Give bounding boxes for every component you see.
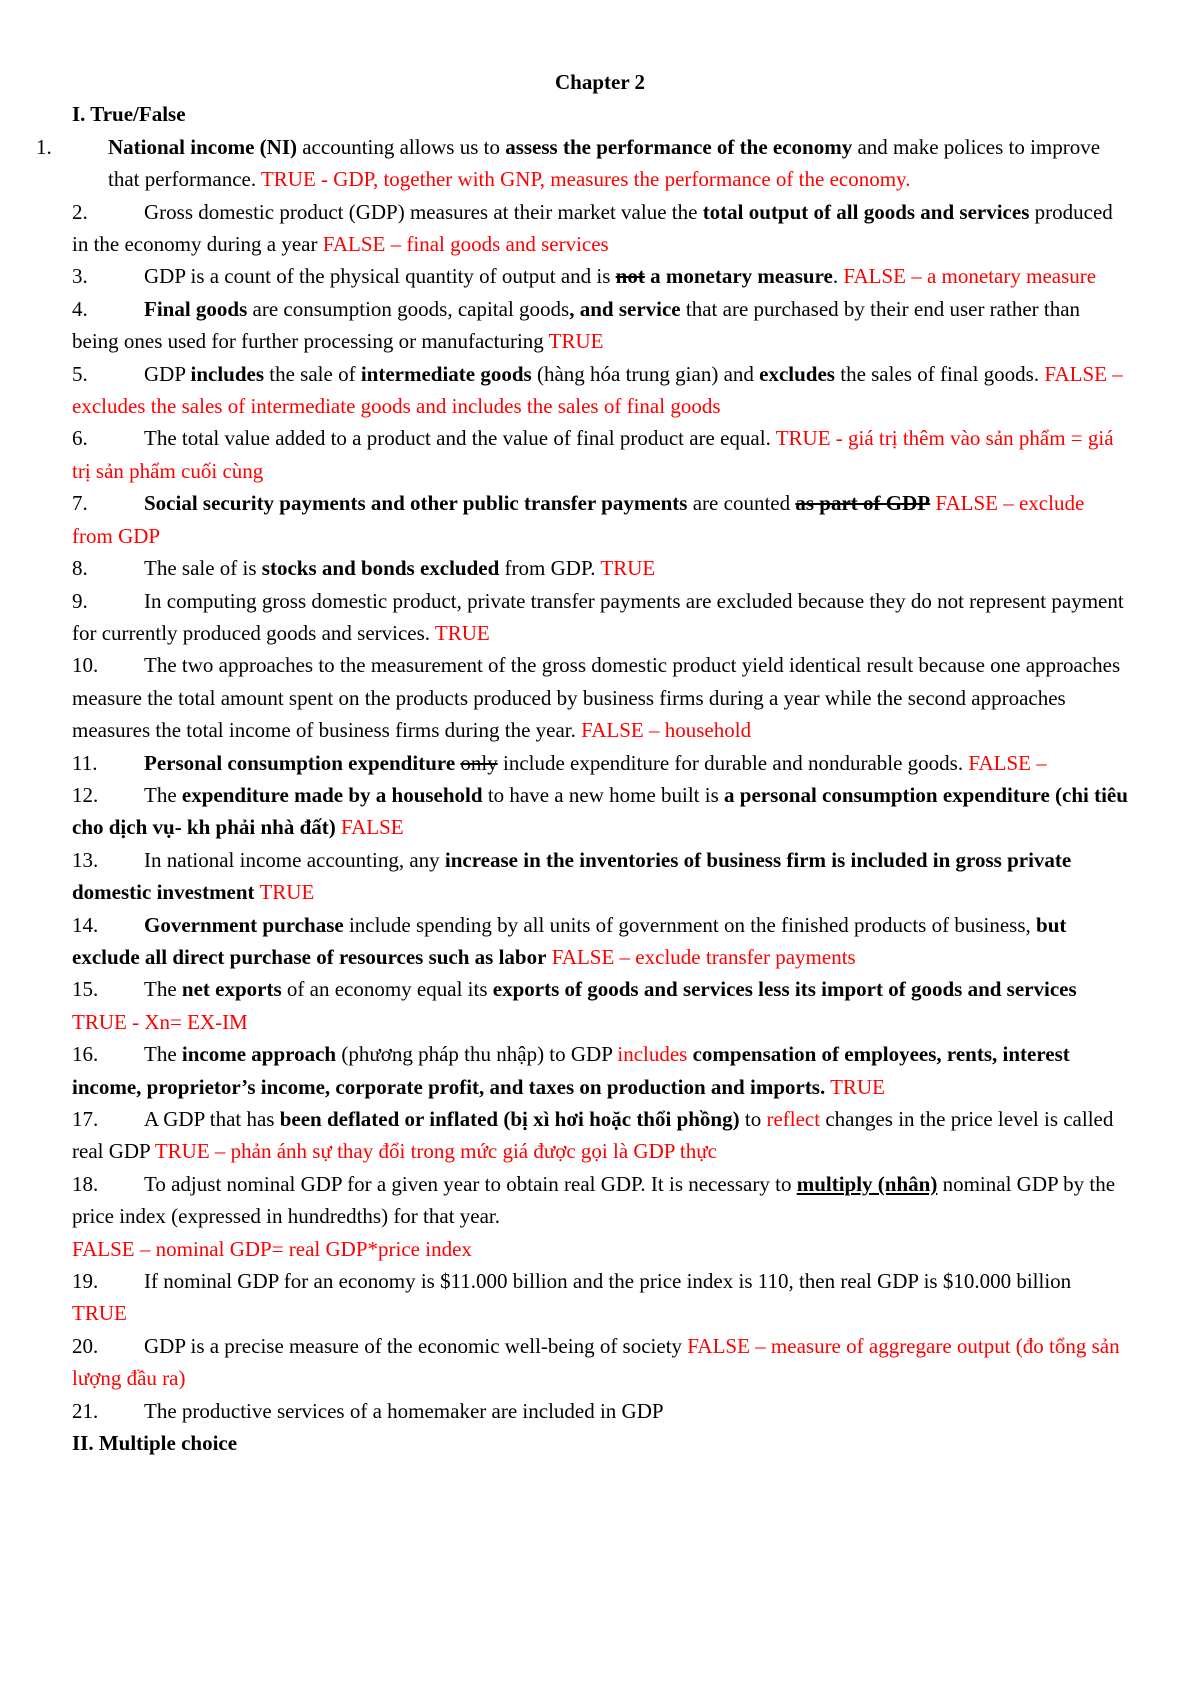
question-text: expenditure made by a household [181,782,483,807]
question-text: a personal consumption expenditure (chi tiêu cho dịch vụ- kh phải nhà đất) [72,782,1128,840]
question-text: , and service [569,296,681,321]
question-number: 7. [72,491,88,516]
question-item [72,1265,1128,1330]
question-text: The total value added to a product and the value of final product are equal. [144,426,776,451]
question-number: 15. [72,977,99,1002]
question-text: but exclude all direct purchase of resources such as labor [72,912,1067,969]
question-text: of an economy equal its [281,977,493,1002]
question-text: total output of all goods and services [702,199,1030,224]
question-text: assess the performance of the economy [505,134,853,159]
question-text: A GDP that has [144,1107,280,1131]
answer-text: TRUE - Xn= EX-IM [72,1009,248,1034]
question-item [72,552,1128,584]
question-text: excludes [759,361,835,386]
question-number: 3. [72,264,88,289]
question-item [72,422,1128,487]
question-text: (hàng hóa trung gian) and [531,361,760,386]
question-text: include expenditure for durable and nondurable goods. [497,750,969,775]
question-text: net exports [181,977,282,1002]
answer-text: includes [617,1042,688,1067]
answer-text: TRUE [830,1074,885,1099]
question-item [72,649,1128,746]
question-text: that are purchased by their end user rather than being ones used for further processing or manufacturing [72,296,1081,354]
answer-text: TRUE – phản ánh sự thay đổi trong mức giá được gọi là GDP thực [154,1139,717,1164]
answer-text: TRUE [72,1301,127,1326]
question-text: Gross domestic product (GDP) measures at their market value the [144,199,703,224]
question-item [72,196,1128,261]
question-item [72,909,1128,974]
answer-text: FALSE – exclude transfer payments [551,944,856,969]
answer-text: TRUE [434,620,490,645]
question-number: 12. [72,782,99,807]
question-item [72,260,1128,292]
question-item [72,973,1128,1038]
question-text: a monetary measure [644,264,833,289]
question-text: changes in the price level is called real GDP [72,1107,1114,1164]
question-text: Personal consumption expenditure [144,750,456,775]
answer-text: reflect [766,1107,821,1131]
question-text: Social security payments and other public transfer payments [144,491,688,516]
question-list [36,131,1128,1427]
question-text: and make polices to improve that performance. [108,134,1101,192]
answer-text: FALSE – nominal GDP= real GDP*price index [72,1236,472,1261]
question-text: In national income accounting, any [144,847,445,872]
question-text: are consumption goods, capital goods [247,296,570,321]
question-number: 5. [72,361,88,386]
question-number: 17. [72,1107,99,1131]
section-heading-multiple-choice: II. Multiple choice [72,1431,238,1456]
question-number: 20. [72,1333,99,1358]
question-text: are counted [687,491,796,516]
answer-text: FALSE – household [581,718,752,743]
question-text: been deflated or inflated (bị xì hơi hoặc thổi phồng) [279,1107,740,1131]
question-number: 9. [72,588,88,613]
question-text: as part of GDP [795,491,931,516]
question-text: intermediate goods [360,361,532,386]
question-number: 8. [72,556,88,581]
question-item [72,1038,1128,1103]
question-text: The sale of is [144,556,262,581]
question-item [72,1103,1128,1168]
answer-text: TRUE - GDP, together with GNP, measures the performance of the economy. [260,167,911,192]
question-text: (phương pháp thu nhập) to GDP [336,1042,618,1067]
question-text: The two approaches to the measurement of the gross domestic product yield identical result because one approaches measure the total amount spent on the products produced by business firms during a year while the second approaches measures the total income of business firms during the year. [72,653,1121,743]
section-heading-true-false: I. True/False [72,102,186,127]
answer-text: FALSE – exclude from GDP [72,491,1085,548]
question-item [72,844,1128,909]
answer-text: FALSE [341,815,404,840]
question-number: 16. [72,1042,99,1067]
question-text: not [615,264,645,289]
question-item [72,1395,1128,1427]
page-title: Chapter 2 [554,70,646,94]
question-item [72,1233,1128,1265]
question-text: GDP is a count of the physical quantity of output and is [144,264,616,289]
question-item [72,585,1128,650]
question-number: 14. [72,912,99,937]
question-number: 21. [72,1398,99,1423]
question-number: 11. [72,750,98,775]
question-text: National income (NI) [108,134,297,159]
question-text: GDP [144,361,191,386]
question-text: compensation of employees, rents, interest income, proprietor’s income, corporate profit, and taxes on production and imports. [72,1042,1070,1099]
question-item [72,293,1128,358]
answer-text: TRUE [600,556,656,581]
question-text: the sale of [264,361,361,386]
question-text: To adjust nominal GDP for a given year to obtain real GDP. It is necessary to [144,1171,797,1196]
answer-text: FALSE – measure of aggregare output (đo tổng sản lượng đầu ra) [72,1333,1120,1391]
question-text: The [144,977,182,1002]
answer-text: TRUE [259,880,315,905]
question-text: Government purchase [144,912,344,937]
question-number: 18. [72,1171,99,1196]
question-text: The [144,1042,182,1067]
question-number: 2. [72,199,88,224]
question-text: produced in the economy during a year [72,199,1113,257]
question-text: accounting allows us to [296,134,506,159]
question-text: include spending by all units of government on the finished products of business, [343,912,1037,937]
question-number: 13. [72,847,99,872]
question-text: GDP is a precise measure of the economic well-being of society [144,1333,688,1358]
question-item [72,358,1128,423]
question-number: 10. [72,653,99,678]
question-text: Final goods [144,296,248,321]
question-text: increase in the inventories of business firm is included in gross private domestic investment [72,847,1072,905]
question-text: includes [190,361,265,386]
answer-text: TRUE - giá trị thêm vào sản phẩm = giá trị sản phẩm cuối cùng [72,426,1114,483]
question-text: The [144,782,182,807]
question-text: to have a new home built is [482,782,725,807]
question-item [72,779,1128,844]
question-text: stocks and bonds excluded [261,556,500,581]
question-text: nominal GDP by the price index (expressed in hundredths) for that year. [72,1171,1116,1229]
question-text: income approach [181,1042,337,1067]
question-number: 4. [72,296,88,321]
question-text: If nominal GDP for an economy is $11.000 billion and the price index is 110, then real GDP is $10.000 billion [144,1269,1072,1294]
question-number: 19. [72,1269,99,1294]
question-number: 1. [36,134,52,159]
question-number: 6. [72,426,88,451]
question-item [72,1168,1128,1233]
question-text: multiply (nhân) [796,1171,938,1196]
question-text: to [739,1107,767,1131]
answer-text: TRUE [548,329,604,354]
question-text: only [460,750,498,775]
question-text: The productive services of a homemaker are included in GDP [144,1398,664,1423]
question-text: . [832,264,844,289]
answer-text: FALSE – excludes the sales of intermediate goods and includes the sales of final goods [72,361,1123,419]
question-item [72,747,1128,779]
question-text: In computing gross domestic product, private transfer payments are excluded because they do not represent payment for currently produced goods and services. [72,588,1124,645]
answer-text: FALSE – final goods and services [322,232,609,257]
question-text: the sales of final goods. [834,361,1045,386]
answer-text: FALSE – [968,750,1047,775]
question-item [72,487,1128,552]
question-text: exports of goods and services less its import of goods and services [492,977,1077,1002]
question-item [72,1330,1128,1395]
answer-text: FALSE – a monetary measure [843,264,1097,289]
question-text: from GDP. [499,556,601,581]
question-item [36,131,1128,196]
